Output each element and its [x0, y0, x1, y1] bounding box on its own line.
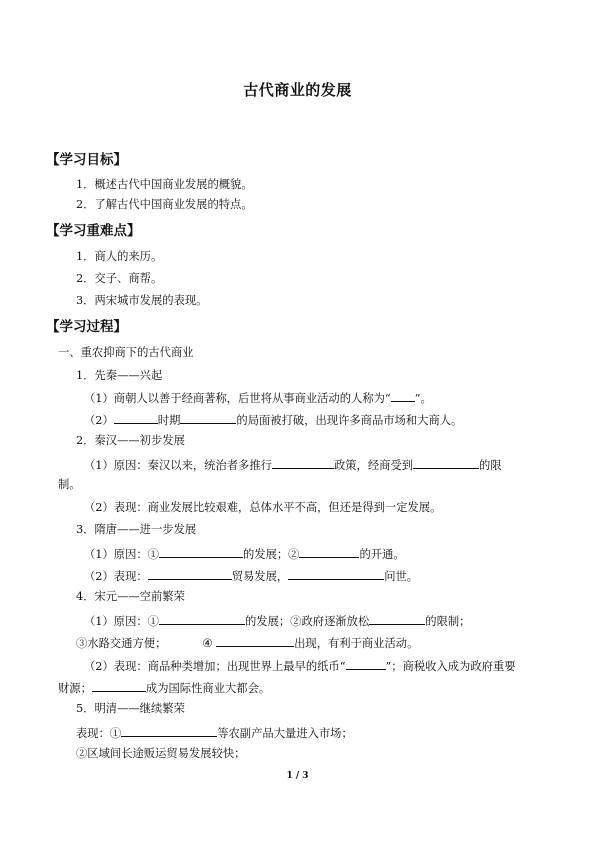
text-line: （1）原因：① 的发展；② 的开通。 [84, 545, 405, 563]
page-number: 1 / 3 [286, 771, 309, 781]
answer-blank [272, 456, 334, 469]
process-heading: 【学习过程】 [46, 319, 127, 335]
text-line: 制。 [58, 478, 81, 491]
answer-blank [180, 411, 236, 424]
goal-item: 1．概述古代中国商业发展的概貌。 [76, 178, 253, 191]
key-points-heading: 【学习重难点】 [46, 223, 141, 239]
goals-heading: 【学习目标】 [46, 152, 127, 168]
subsection-heading: 3．隋唐——进一步发展 [76, 523, 197, 536]
text-line: （2） 时期 的局面被打破，出现许多商品市场和大商人。 [84, 411, 462, 429]
answer-blank [159, 612, 245, 625]
answer-blank [299, 545, 359, 558]
subsection-heading: 2．秦汉——初步发展 [76, 434, 185, 447]
answer-blank [413, 456, 479, 469]
part-heading: 一、重农抑商下的古代商业 [58, 346, 194, 359]
answer-blank [159, 545, 243, 558]
text-line: （1）原因：秦汉以来，统治者多推行 政策，经商受到 的限 [84, 456, 502, 474]
key-point-item: 3．两宋城市发展的表现。 [76, 294, 208, 307]
subsection-heading: 4．宋元——空前繁荣 [76, 590, 185, 603]
text-line: （2）表现：商业发展比较艰难，总体水平不高，但还是得到一定发展。 [84, 501, 442, 514]
answer-blank [369, 612, 425, 625]
text-line: ②区域间长途贩运贸易发展较快； [76, 747, 246, 760]
text-line: （1）商朝人以善于经商著称，后世将从事商业活动的人称为“ ”。 [84, 389, 432, 407]
answer-blank [288, 567, 384, 580]
answer-blank [148, 567, 232, 580]
subsection-heading: 5．明清——继续繁荣 [76, 702, 185, 715]
answer-blank [114, 411, 158, 424]
text-line: （2）表现：商品种类增加；出现世界上最早的纸币“ ”；商税收入成为政府重要 [84, 657, 516, 675]
key-point-item: 1．商人的来历。 [76, 250, 163, 263]
text-line: ③水路交通方便； ④ 出现，有利于商业活动。 [76, 634, 418, 652]
text-line: （2）表现： 贸易发展， 问世。 [84, 567, 418, 585]
answer-blank [121, 724, 217, 737]
goal-item: 2．了解古代中国商业发展的特点。 [76, 198, 253, 211]
answer-blank [346, 657, 386, 670]
text-line: 财源； 成为国际性商业大都会。 [58, 679, 270, 697]
answer-blank [391, 389, 415, 402]
answer-blank [92, 679, 146, 692]
subsection-heading: 1．先秦——兴起 [76, 369, 163, 382]
answer-blank [216, 634, 294, 647]
text-line: （1）原因：① 的发展；②政府逐渐放松 的限制； [84, 612, 470, 630]
key-point-item: 2．交子、商帮。 [76, 272, 163, 285]
page-title: 古代商业的发展 [243, 81, 352, 99]
text-line: 表现：① 等农副产品大量进入市场； [76, 724, 353, 742]
